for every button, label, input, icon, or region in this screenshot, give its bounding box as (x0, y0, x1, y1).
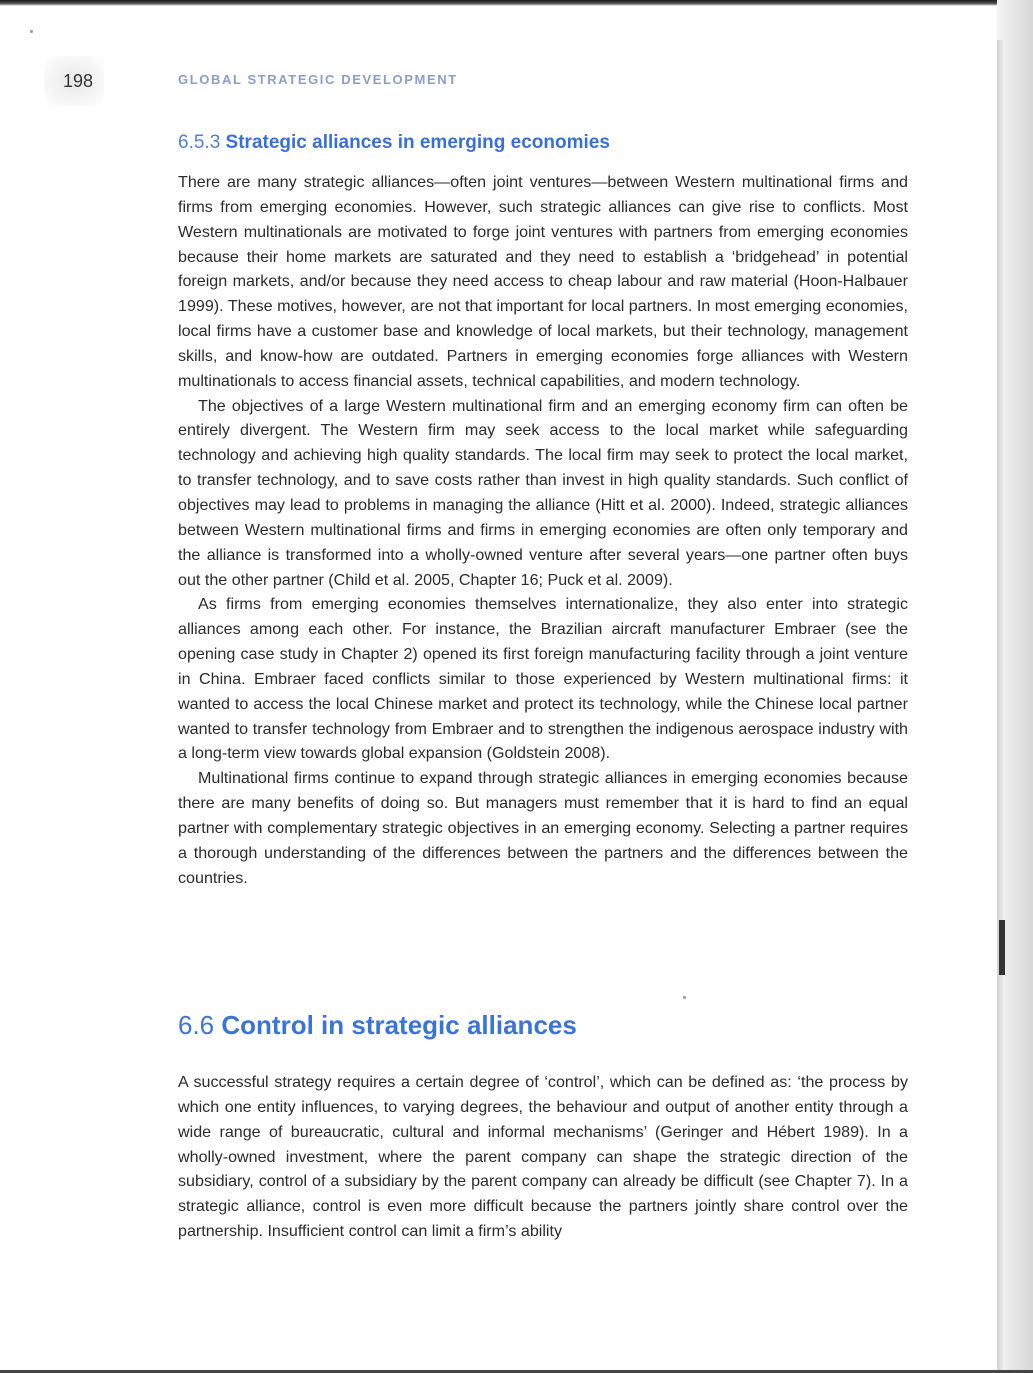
paragraph: The objectives of a large Western multinational firm and an emerging economy firm can often be entirely divergent. The Western firm may seek access to the local market while safeguarding technology and achieving high quality standards. The local firm may seek to protect the local market, to transfer technology, and to save costs rather than invest in high quality standards. Such conflict of objectives may lead to problems in managing the alliance (Hitt et al. 2000). Indeed, strategic alliances between Western multinational firms and firms in emerging economies are often only temporary and the alliance is transformed into a wholly-owned venture after several years—one partner often buys out the other partner (Child et al. 2005, Chapter 16; Puck et al. 2009). (178, 396, 908, 589)
scan-speck (30, 30, 33, 33)
section-heading (178, 1010, 577, 1041)
paragraph: As firms from emerging economies themselves internationalize, they also enter into strategic alliances among each other. For instance, the Brazilian aircraft manufacturer Embraer (see the opening case study in Chapter 2) opened its first foreign manufacturing facility through a joint venture in China. Embraer faced conflicts similar to those experienced by Western multinational firms: it wanted to access the local Chinese market and protect its technology, while the Chinese local partner wanted to transfer technology from Embraer and to strengthen the indigenous aerospace industry with a long-term view towards global expansion (Goldstein 2008). (178, 595, 908, 763)
page-binding-edge (997, 0, 1033, 1373)
scan-speck (683, 996, 686, 999)
thumb-tab-mark (999, 920, 1005, 975)
page-number: 198 (62, 71, 94, 91)
section-title: Control in strategic alliances (221, 1010, 577, 1040)
paragraph: Multinational firms continue to expand through strategic alliances in emerging economies because there are many benefits of doing so. But managers must remember that it is hard to find an equal partner with complementary strategic objectives in an emerging economy. Selecting a partner requires a thorough understanding of the differences between the partners and the differences between the countries. (178, 769, 908, 887)
subsection-number: 6.5.3 (178, 132, 221, 153)
subsection-body (178, 170, 908, 890)
subsection-heading (178, 132, 610, 154)
page-top-edge (0, 0, 1033, 6)
paragraph: There are many strategic alliances—often joint ventures—between Western multinational firms and firms from emerging economies. However, such strategic alliances can give rise to conflicts. Most Western multinationals are motivated to forge joint ventures with partners from emerging economies because their home markets are saturated and they need to establish a ‘bridgehead’ in potential foreign markets, and/or because they need access to cheap labour and raw material (Hoon-Halbauer 1999). These motives, however, are not that important for local partners. In most emerging economies, local firms have a customer base and knowledge of local markets, but their technology, management skills, and know-how are outdated. Partners in emerging economies forge alliances with Western multinationals to access financial assets, technical capabilities, and modern technology. (178, 173, 908, 390)
paragraph: A successful strategy requires a certain degree of ‘control’, which can be defined as: ‘the process by which one entity influences, to varying degrees, the behaviour and output of another entity through a wide range of bureaucratic, cultural and informal mechanisms’ (Geringer and Hébert 1989). In a wholly-owned investment, where the parent company can shape the strategic direction of the subsidiary, control of a subsidiary by the parent company can already be difficult (see Chapter 7). In a strategic alliance, control is even more difficult because the partners jointly share control over the partnership. Insufficient control can limit a firm’s ability (178, 1073, 908, 1241)
subsection-title: Strategic alliances in emerging economies (225, 132, 610, 153)
section-number: 6.6 (178, 1010, 215, 1040)
running-header: GLOBAL STRATEGIC DEVELOPMENT (178, 72, 458, 87)
section-body (178, 1070, 908, 1244)
